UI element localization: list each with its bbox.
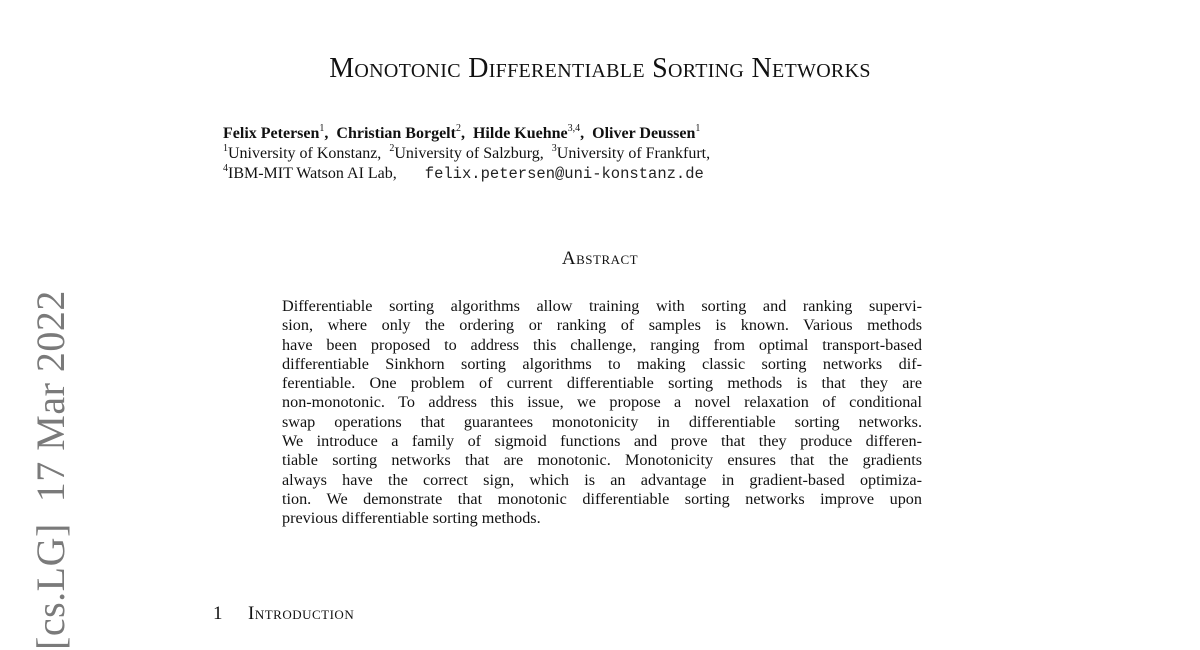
affiliation-marker: 1	[223, 143, 228, 154]
author-name: Hilde Kuehne	[472, 125, 568, 142]
abstract-line: previous differentiable sorting methods.	[282, 509, 541, 528]
author-affiliation-marker: 1	[319, 123, 325, 134]
author	[336, 125, 461, 142]
affiliations-line-1	[223, 144, 710, 164]
affiliation-name: University of Konstanz,	[228, 145, 382, 162]
author-affiliation-marker: 3,4	[567, 123, 581, 134]
author-name: Oliver Deussen	[592, 125, 696, 142]
affiliation-name: IBM-MIT Watson AI Lab,	[228, 165, 397, 182]
affiliations-line-2	[223, 164, 710, 184]
author	[223, 125, 324, 142]
section-title: Introduction	[248, 603, 355, 624]
affiliation-name: University of Frankfurt,	[556, 145, 711, 162]
abstract-line: swap operations that guarantees monotonicity in differentiable sorting networks.	[282, 412, 922, 431]
section-number: 1	[213, 603, 223, 624]
author-affiliation-marker: 2	[455, 123, 461, 134]
author	[592, 125, 700, 142]
arxiv-stamp	[28, 290, 74, 650]
section-heading	[213, 602, 354, 626]
paper-title: Monotonic Differentiable Sorting Networks	[329, 53, 871, 84]
author-list: Felix Petersen$^1$, Christian Borgelt$^2$, Hilde Kuehne$^{3,4}$, Oliver Deussen$^1$	[223, 123, 701, 142]
arxiv-stamp-text: [cs.LG] 17 Mar 2022	[28, 290, 73, 650]
abstract-line: We introduce a family of sigmoid functions and prove that they produce differen-	[282, 432, 922, 451]
affiliation-marker: 2	[389, 143, 395, 154]
author-block	[223, 124, 710, 184]
abstract-line: tion. We demonstrate that monotonic differentiable sorting networks improve upon	[282, 489, 922, 508]
affiliation-marker: 3	[551, 143, 557, 154]
author-name: Christian Borgelt	[336, 125, 456, 142]
abstract-heading: Abstract	[561, 248, 639, 269]
abstract-line: ferentiable. One problem of current differentiable sorting methods is that they are	[282, 374, 922, 393]
author-name: Felix Petersen	[223, 125, 320, 142]
abstract-line: sion, where only the ordering or ranking of samples is known. Various methods	[282, 316, 922, 335]
author-affiliation-marker: 1	[695, 123, 701, 134]
affiliation-name: University of Salzburg,	[394, 145, 544, 162]
abstract-line: tiable sorting networks that are monotonic. Monotonicity ensures that the gradients	[282, 451, 922, 470]
affiliation-marker: 4	[223, 163, 228, 174]
author	[473, 125, 580, 142]
abstract-line: differentiable Sinkhorn sorting algorithms to making classic sorting networks dif-	[282, 354, 922, 373]
abstract-line: non-monotonic. To address this issue, we propose a novel relaxation of conditional	[282, 393, 922, 412]
author-email[interactable]: felix.petersen@uni-konstanz.de	[424, 165, 704, 183]
abstract-body	[282, 297, 922, 529]
abstract-line: always have the correct sign, which is an advantage in gradient-based optimiza-	[282, 470, 922, 489]
abstract-line: Differentiable sorting algorithms allow training with sorting and ranking supervi-	[282, 297, 922, 315]
abstract-line: have been proposed to address this challenge, ranging from optimal transport-based	[282, 335, 922, 354]
